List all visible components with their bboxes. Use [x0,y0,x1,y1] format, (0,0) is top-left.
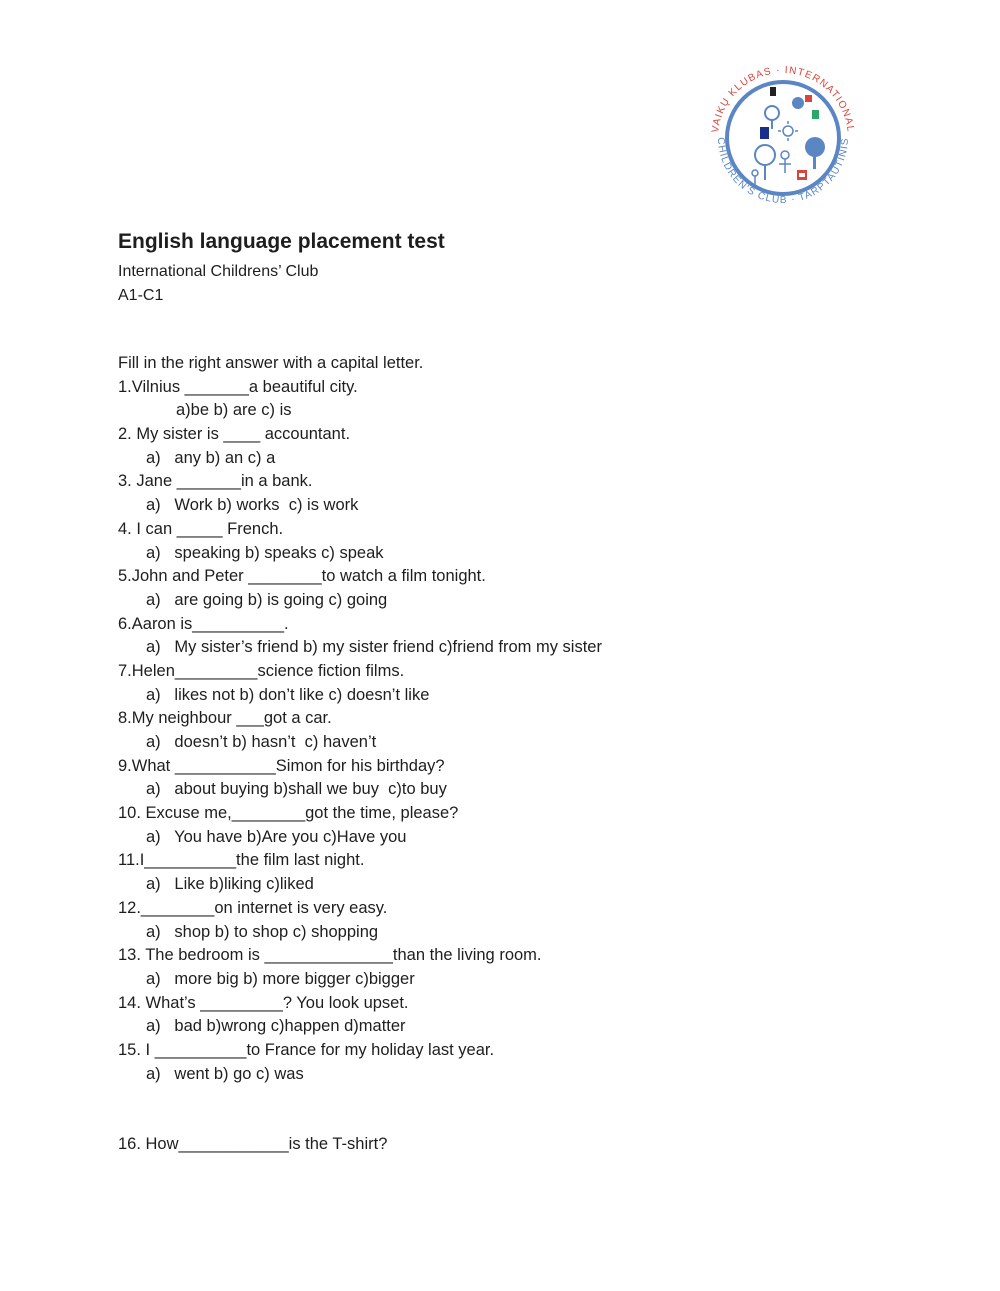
question-14: 14. What’s _________? You look upset. [118,993,409,1012]
question-2: 2. My sister is ____ accountant. [118,425,351,444]
question-9: 9.What ___________Simon for his birthday? [118,756,445,775]
question-4: 4. I can _____ French. [118,519,284,538]
tree-icon [755,106,779,180]
answer-options-11: a) Like b)liking c)liked [146,875,314,894]
tree-icon [792,97,825,169]
answer-options-5: a) are going b) is going c) going [146,590,388,609]
question-6: 6.Aaron is__________. [118,614,289,633]
question-10: 10. Excuse me,________got the time, please? [118,804,459,823]
answer-options-1: a)be b) are c) is [176,401,292,420]
answer-options-2: a) any b) an c) a [146,448,276,467]
question-8: 8.My neighbour ___got a car. [118,709,332,728]
club-logo [700,55,866,221]
question-13: 13. The bedroom is ______________than the living room. [118,946,542,965]
answer-options-13: a) more big b) more bigger c)bigger [146,969,415,988]
question-11: 11.I__________the film last night. [118,851,365,870]
children-icon [752,151,791,185]
organization-name: International Childrens’ Club [118,263,319,280]
question-7: 7.Helen_________science fiction films. [118,661,405,680]
answer-options-15: a) went b) go c) was [146,1064,304,1083]
question-12: 12.________on internet is very easy. [118,898,388,917]
answer-options-6: a) My sister’s friend b) my sister friend c)friend from my sister [146,638,602,657]
question-3: 3. Jane _______in a bank. [118,472,313,491]
logo-ring-inner [727,82,839,194]
sun-icon [778,121,798,141]
answer-options-9: a) about buying b)shall we buy c)to buy [146,780,447,799]
test-body [118,352,938,1157]
answer-options-12: a) shop b) to shop c) shopping [146,922,379,941]
answer-options-3: a) Work b) works c) is work [146,496,359,515]
question-15: 15. I __________to France for my holiday last year. [118,1040,495,1059]
logo-text-bottom: CHILDREN'S CLUB · TARPTAUTINIS [714,137,852,207]
document-header [118,228,445,308]
answer-options-14: a) bad b)wrong c)happen d)matter [146,1017,406,1036]
answer-options-7: a) likes not b) don’t like c) doesn’t like [146,685,430,704]
level-range: A1-C1 [118,287,164,304]
instructions: Fill in the right answer with a capital letter. [118,354,424,372]
question-1: 1.Vilnius _______a beautiful city. [118,377,358,396]
answer-options-8: a) doesn’t b) hasn’t c) haven’t [146,733,377,751]
question-5: 5.John and Peter ________to watch a film tonight. [118,567,486,586]
answer-options-10: a) You have b)Are you c)Have you [146,827,407,846]
logo-text-top: VAIKŲ KLUBAS · INTERNATIONAL [710,64,856,134]
flag-icon [760,87,819,180]
question-16: 16. How____________is the T-shirt? [118,1135,388,1154]
answer-options-4: a) speaking b) speaks c) speak [146,543,384,562]
page-title: English language placement test [118,230,445,253]
